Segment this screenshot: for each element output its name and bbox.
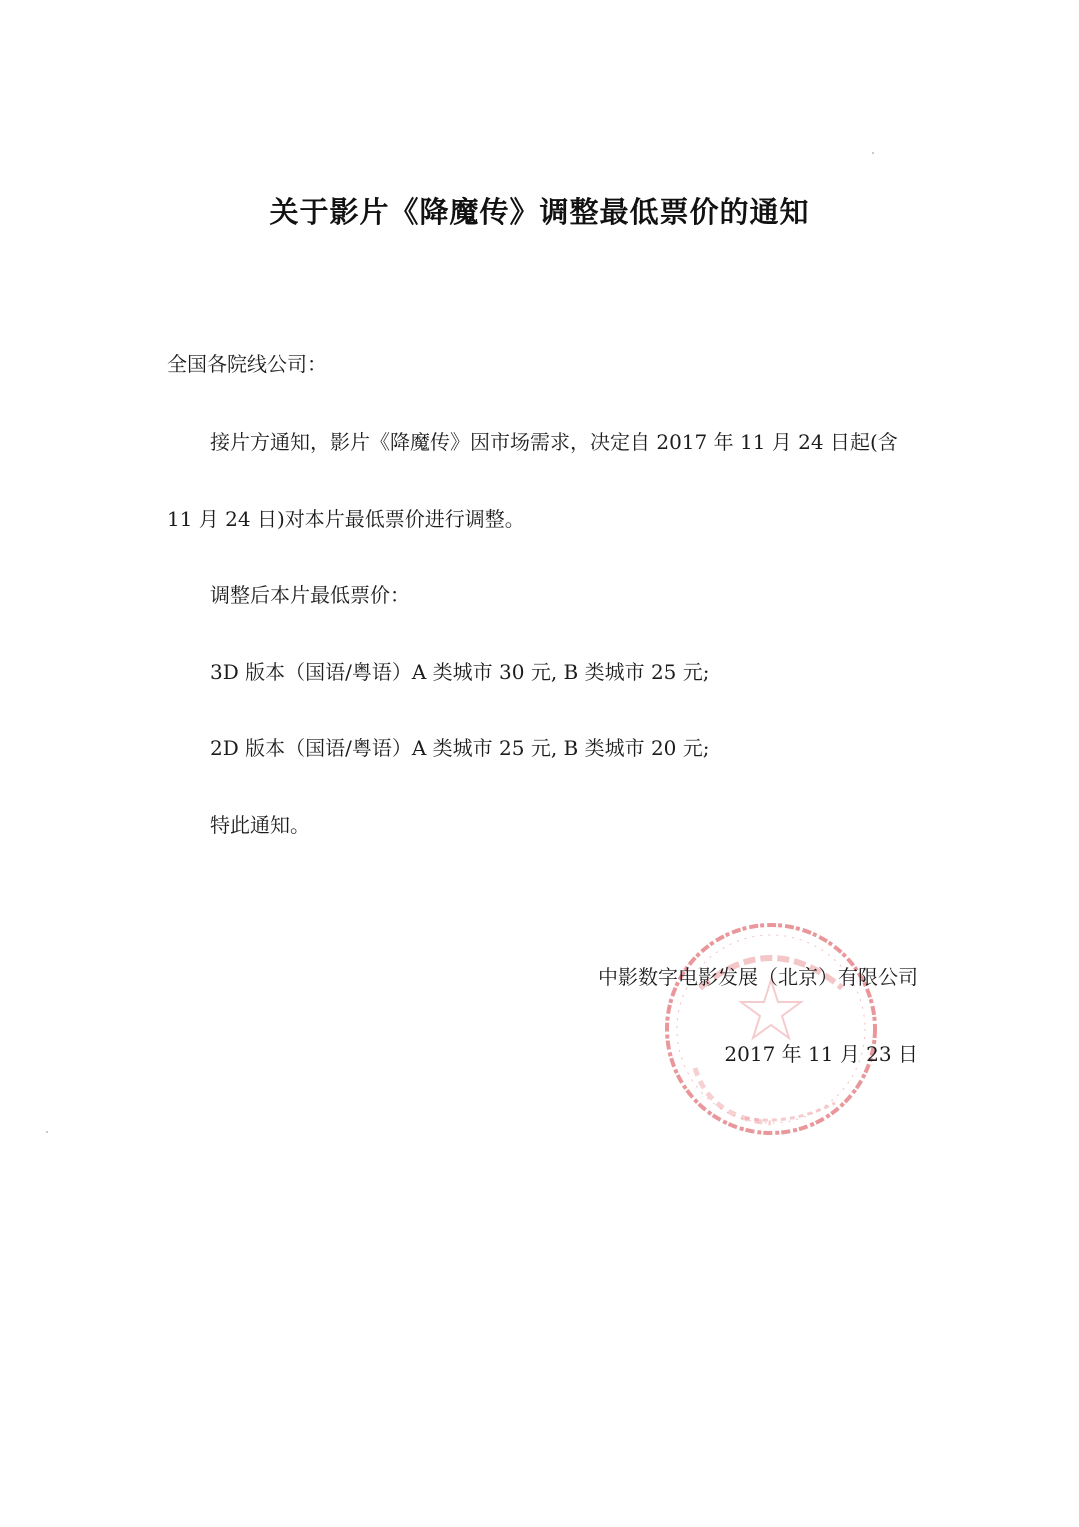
paragraph-1-line-2: 11 月 24 日)对本片最低票价进行调整。 <box>167 507 525 531</box>
issue-date: 2017 年 11 月 23 日 <box>724 1042 918 1066</box>
price-3d-version: 3D 版本（国语/粤语）A 类城市 30 元, B 类城市 25 元; <box>210 660 710 684</box>
paragraph-1-line-1: 接片方通知，影片《降魔传》因市场需求，决定自 2017 年 11 月 24 日起(含 <box>210 430 898 454</box>
company-seal-stamp <box>660 918 882 1140</box>
price-intro: 调整后本片最低票价： <box>210 583 410 607</box>
price-2d-version: 2D 版本（国语/粤语）A 类城市 25 元, B 类城市 20 元; <box>210 736 710 760</box>
closing-remark: 特此通知。 <box>210 813 310 837</box>
scan-speck <box>872 152 874 154</box>
document-title: 关于影片《降魔传》调整最低票价的通知 <box>269 195 810 229</box>
scan-speck <box>46 1131 48 1133</box>
issuing-company: 中影数字电影发展（北京）有限公司 <box>598 965 918 989</box>
salutation: 全国各院线公司： <box>167 352 327 376</box>
